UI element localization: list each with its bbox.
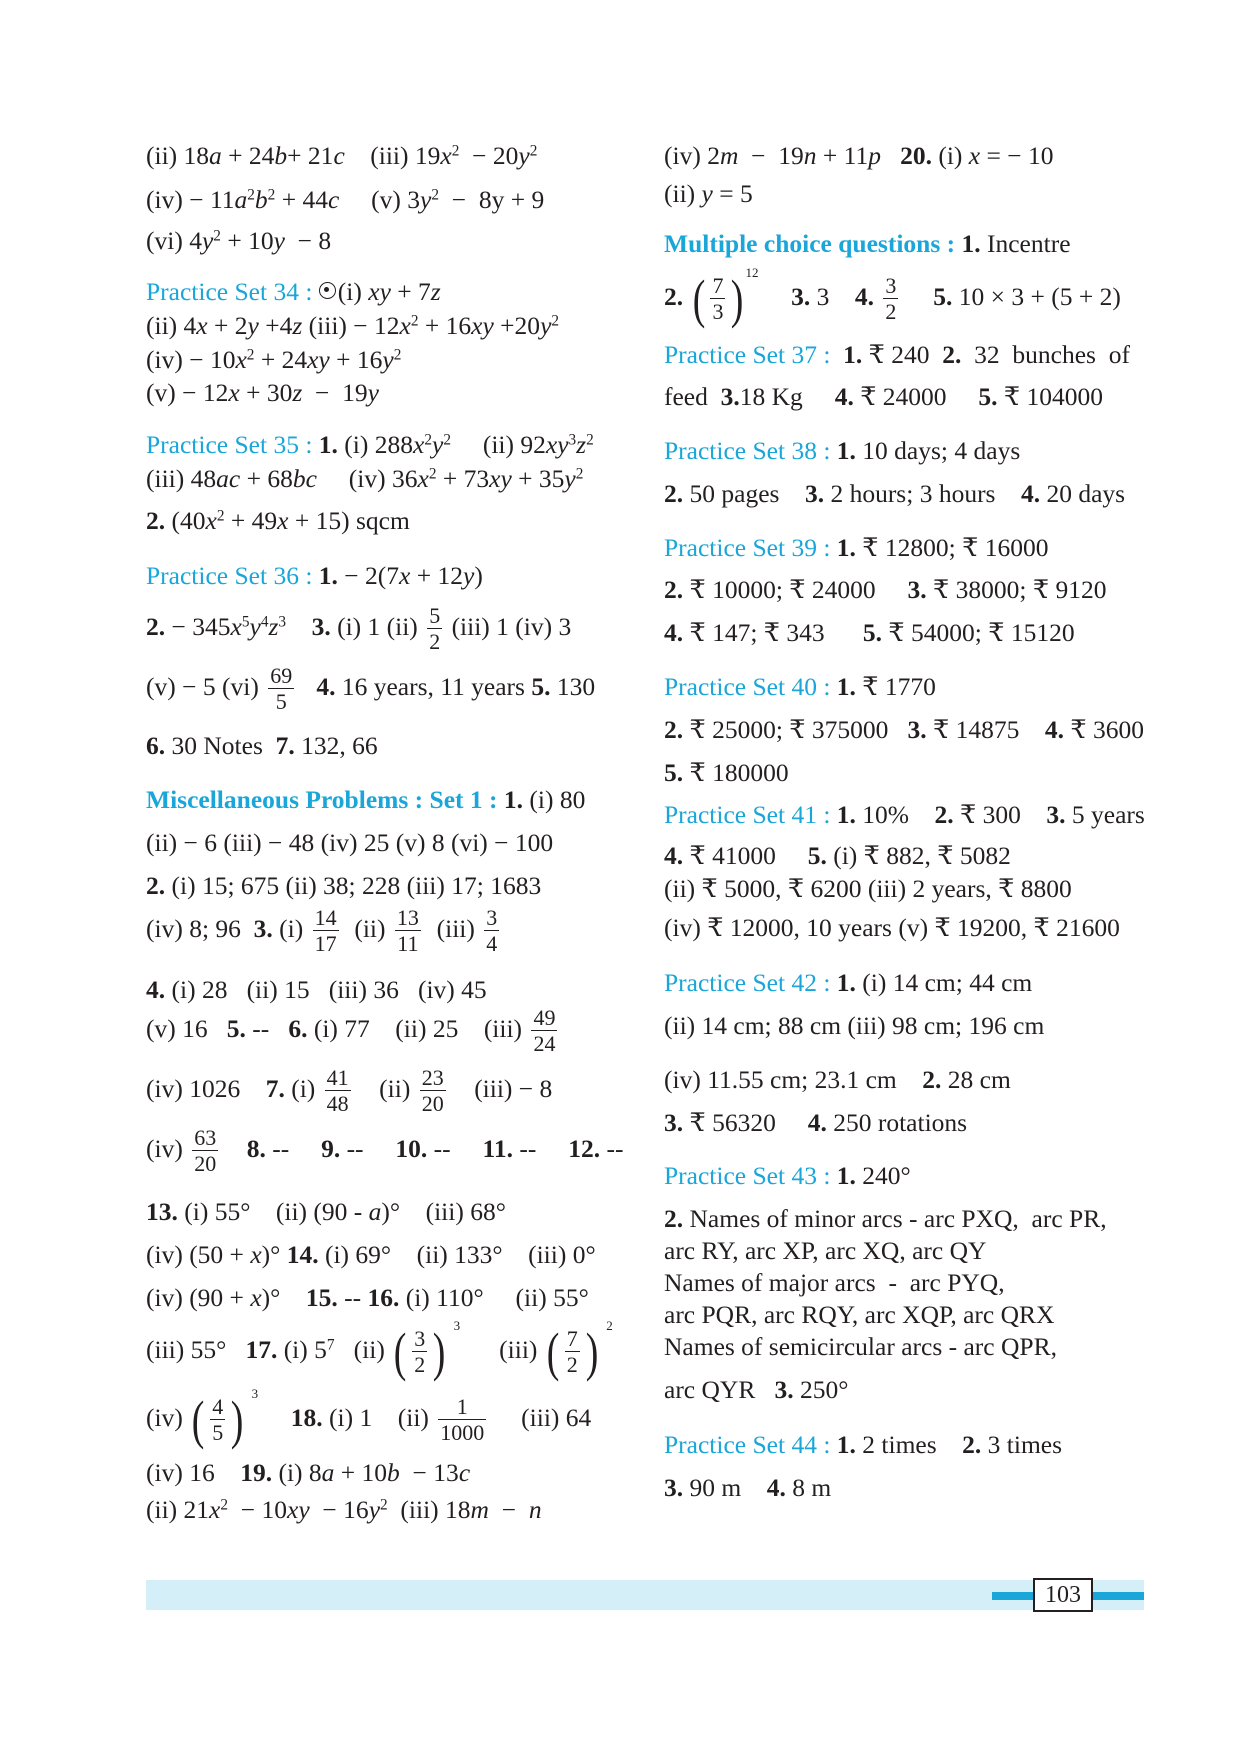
answer-line: 2. ₹ 25000; ₹ 375000 3. ₹ 14875 4. ₹ 3600: [664, 715, 1145, 744]
answer-line: (iv) 1026 7. (i) $\frac{41}{48}$ (ii) $\frac{23}{20}$ (iii) − 8: [146, 1065, 553, 1116]
section-heading: Practice Set 41 :: [664, 800, 831, 829]
answer-line: $(iv) - 11a^2b^2 + 44c$ (v) $3y^2 - 8y + 9$: [146, 185, 545, 214]
answer-line: (iii) 48ac + 68bc (iv) $36x^2 + 73xy + 35y^2$: [146, 464, 584, 493]
fraction: $\frac{3}{4}$: [486, 905, 498, 956]
circled-dot-icon: [319, 282, 336, 299]
answer-line: (ii) y = 5: [664, 179, 753, 208]
answer-line: (iv) $\frac{63}{20}$ 8. -- 9. -- 10. -- 11. -- 12. --: [146, 1125, 624, 1176]
answer-line: (v) − 12x + 30z − 19y: [146, 378, 379, 407]
answer-line: $(iv) - 10x^2 + 24xy + 16y^2$: [146, 345, 402, 374]
section-heading: Practice Set 39 :: [664, 533, 831, 562]
answer-line: (ii) $21x^2 - 10xy - 16y^2$ (iii) 18m − n: [146, 1495, 542, 1524]
page-number: 103: [1033, 1578, 1093, 1612]
answer-line: (iv) 8; 96 3. (i) $\frac{14}{17}$ (ii) $\frac{13}{11}$ (iii) $\frac{3}{4}$: [146, 905, 498, 956]
answer-line: 4. (i) 28 (ii) 15 (iii) 36 (iv) 45: [146, 975, 487, 1004]
answer-line: 3. 90 m 4. 8 m: [664, 1473, 832, 1502]
answer-line: Practice Set 36 : 1. − 2(7x + 12y): [146, 561, 483, 590]
answer-line: Practice Set 39 : 1. ₹ 12800; ₹ 16000: [664, 533, 1049, 562]
answer-line: arc QYR 3. 250°: [664, 1375, 849, 1404]
answer-line: 2. − $345x^5y^4z^3$ 3. (i) 1 (ii) $\frac{5}{2}$ (iii) 1 (iv) 3: [146, 603, 572, 654]
answer-line: feed 3.18 Kg 4. ₹ 24000 5. ₹ 104000: [664, 382, 1104, 411]
answer-line: Names of major arcs - arc PYQ,: [664, 1268, 1005, 1297]
section-heading: Practice Set 43 :: [664, 1161, 831, 1190]
answer-line: (iv) ₹ 12000, 10 years (v) ₹ 19200, ₹ 21600: [664, 913, 1120, 942]
answer-line: 4. ₹ 147; ₹ 343 5. ₹ 54000; ₹ 15120: [664, 618, 1075, 647]
answer-line: (iii) 55° 17. (i) $5^7$ (ii) ( $\frac{3}{2}$ ) 3 (iii) ( $\frac{7}{2}$ ) 2: [146, 1318, 613, 1382]
answer-line: Practice Set 40 : 1. ₹ 1770: [664, 672, 936, 701]
answer-line: (ii) 18a + 24b+ 21c (iii) $19x^2 - 20y^2$: [146, 141, 538, 170]
power-fraction: ( $\frac{3}{2}$ ) 3: [393, 1318, 461, 1382]
answer-line: Practice Set 43 : 1. 240°: [664, 1161, 911, 1190]
answer-line: (iv) 11.55 cm; 23.1 cm 2. 28 cm: [664, 1065, 1011, 1094]
answer-line: (ii) 14 cm; 88 cm (iii) 98 cm; 196 cm: [664, 1011, 1045, 1040]
answer-line: arc PQR, arc RQY, arc XQP, arc QRX: [664, 1300, 1055, 1329]
answer-line: Practice Set 34 : (i) xy + 7z: [146, 277, 441, 306]
answer-line: 5. ₹ 180000: [664, 758, 789, 787]
answer-line: 2. $(40x^2 + 49x + 15)$ sqcm: [146, 506, 410, 535]
answer-line: (iv) 16 19. (i) 8a + 10b − 13c: [146, 1458, 471, 1487]
fraction: $\frac{41}{48}$: [326, 1065, 349, 1116]
fraction: $\frac{69}{5}$: [270, 663, 293, 714]
fraction: $\frac{1}{1000}$: [440, 1394, 485, 1445]
answer-line: (vi) $4y^2 + 10y - 8$: [146, 226, 332, 255]
section-heading: Practice Set 44 :: [664, 1430, 831, 1459]
answer-line: Practice Set 44 : 1. 2 times 2. 3 times: [664, 1430, 1063, 1459]
answer-line: arc RY, arc XP, arc XQ, arc QY: [664, 1236, 987, 1265]
section-heading: Practice Set 37 :: [664, 340, 831, 369]
section-heading: Practice Set 38 :: [664, 436, 831, 465]
answer-line: Practice Set 35 : 1. (i) $288x^2y^2$ (ii) $92xy^3z^2$: [146, 430, 594, 459]
fraction: $\frac{23}{20}$: [421, 1065, 444, 1116]
fraction: $\frac{13}{11}$: [396, 905, 419, 956]
fraction: $\frac{3}{2}$: [885, 273, 897, 324]
answer-line: Practice Set 41 : 1. 10% 2. ₹ 300 3. 5 years: [664, 800, 1145, 829]
answer-line: Practice Set 38 : 1. 10 days; 4 days: [664, 436, 1021, 465]
answer-line: 3. ₹ 56320 4. 250 rotations: [664, 1108, 968, 1137]
section-heading: Practice Set 34 :: [146, 277, 313, 306]
answer-line: Names of semicircular arcs - arc QPR,: [664, 1332, 1057, 1361]
answer-line: 4. ₹ 41000 5. (i) ₹ 882, ₹ 5082: [664, 841, 1011, 870]
answer-line: Practice Set 37 : 1. ₹ 240 2. 32 bunches of: [664, 340, 1130, 369]
section-heading: Practice Set 42 :: [664, 968, 831, 997]
section-heading: Practice Set 35 :: [146, 430, 313, 459]
answer-line: (iv) ( $\frac{4}{5}$ ) 3 18. (i) 1 (ii) $\frac{1}{1000}$ (iii) 64: [146, 1386, 592, 1450]
power-fraction: ( $\frac{4}{5}$ ) 3: [191, 1386, 259, 1450]
answer-line: 2. (i) 15; 675 (ii) 38; 228 (iii) 17; 1683: [146, 871, 542, 900]
answer-line: Miscellaneous Problems : Set 1 : 1. (i) 80: [146, 785, 586, 814]
answer-line: 2. Names of minor arcs - arc PXQ, arc PR,: [664, 1204, 1107, 1233]
section-heading: Miscellaneous Problems : Set 1 :: [146, 785, 498, 814]
section-heading: Practice Set 36 :: [146, 561, 313, 590]
power-fraction: ( $\frac{7}{3}$ ) 12: [692, 265, 759, 329]
answer-line: 6. 30 Notes 7. 132, 66: [146, 731, 378, 760]
answer-line: 13. (i) 55° (ii) (90 - a)° (iii) 68°: [146, 1197, 506, 1226]
fraction: $\frac{5}{2}$: [429, 603, 441, 654]
answer-line: (v) − 5 (vi) $\frac{69}{5}$ 4. 16 years, 11 years 5. 130: [146, 663, 596, 714]
section-heading: Multiple choice questions :: [664, 229, 956, 258]
power-fraction: ( $\frac{7}{2}$ ) 2: [546, 1318, 613, 1382]
answer-line: 2. ( $\frac{7}{3}$ ) 12 3. 3 4. $\frac{3}{2}$ 5. 10 × 3 + (5 + 2): [664, 265, 1121, 329]
answer-line: Multiple choice questions : 1. Incentre: [664, 229, 1071, 258]
answer-line: 2. ₹ 10000; ₹ 24000 3. ₹ 38000; ₹ 9120: [664, 575, 1107, 604]
answer-line: (iv) (50 + x)° 14. (i) 69° (ii) 133° (iii) 0°: [146, 1240, 596, 1269]
answer-line: (ii) ₹ 5000, ₹ 6200 (iii) 2 years, ₹ 8800: [664, 874, 1072, 903]
answer-line: Practice Set 42 : 1. (i) 14 cm; 44 cm: [664, 968, 1033, 997]
answer-line: (ii) 4x + 2y +4z $(iii) - 12x^2 + 16xy +20y^2$: [146, 311, 560, 340]
answer-line: (ii) − 6 (iii) − 48 (iv) 25 (v) 8 (vi) − 100: [146, 828, 554, 857]
answer-line: 2. 50 pages 3. 2 hours; 3 hours 4. 20 days: [664, 479, 1126, 508]
fraction: $\frac{14}{17}$: [314, 905, 337, 956]
answer-line: (v) 16 5. -- 6. (i) 77 (ii) 25 (iii) $\frac{49}{24}$: [146, 1005, 556, 1056]
fraction: $\frac{63}{20}$: [194, 1125, 217, 1176]
answer-line: (iv) (90 + x)° 15. -- 16. (i) 110° (ii) 55°: [146, 1283, 589, 1312]
section-heading: Practice Set 40 :: [664, 672, 831, 701]
answer-line: (iv) 2m − 19n + 11p 20. (i) x = − 10: [664, 141, 1054, 170]
fraction: $\frac{49}{24}$: [533, 1005, 556, 1056]
